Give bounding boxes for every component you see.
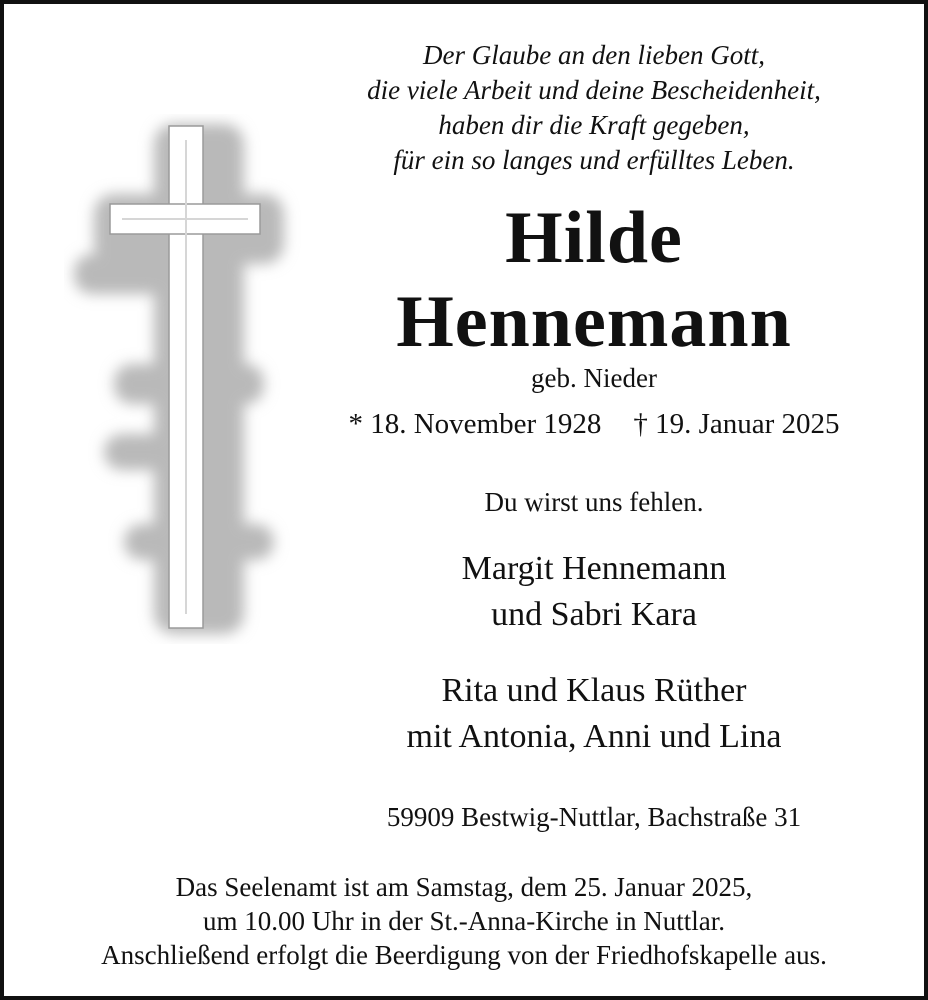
mourner-line: Margit Hennemann (461, 550, 727, 587)
death-date: † 19. Januar 2025 (633, 408, 840, 440)
service-line: um 10.00 Uhr in der St.-Anna-Kirche in Nuttlar. (203, 906, 725, 936)
verse (304, 38, 884, 178)
verse-line: haben dir die Kraft gegeben, (438, 110, 750, 140)
deceased-name (304, 196, 884, 364)
mourner-line: und Sabri Kara (491, 596, 697, 633)
birth-date: * 18. November 1928 (348, 408, 602, 440)
first-name: Hilde (505, 197, 683, 279)
life-dates (304, 406, 884, 442)
mourner-group (304, 668, 884, 760)
mourner-line: Rita und Klaus Rüther (441, 672, 747, 709)
farewell-text: Du wirst uns fehlen. (484, 487, 704, 517)
service-line: Anschließend erfolgt die Beerdigung von der Friedhofskapelle aus. (101, 940, 827, 970)
birth-name: geb. Nieder (531, 363, 657, 393)
verse-line: die viele Arbeit und deine Bescheidenheit, (367, 75, 821, 105)
address: 59909 Bestwig-Nuttlar, Bachstraße 31 (386, 802, 802, 832)
service-info (4, 870, 924, 972)
cross-graphic (64, 114, 314, 644)
mourner-line: mit Antonia, Anni und Lina (406, 718, 782, 755)
cross-icon (64, 114, 314, 644)
service-line: Das Seelenamt ist am Samstag, dem 25. Januar 2025, (175, 872, 753, 902)
verse-line: für ein so langes und erfülltes Leben. (393, 145, 795, 175)
last-name: Hennemann (396, 281, 792, 363)
mourner-group (304, 546, 884, 638)
verse-line: Der Glaube an den lieben Gott, (423, 40, 765, 70)
